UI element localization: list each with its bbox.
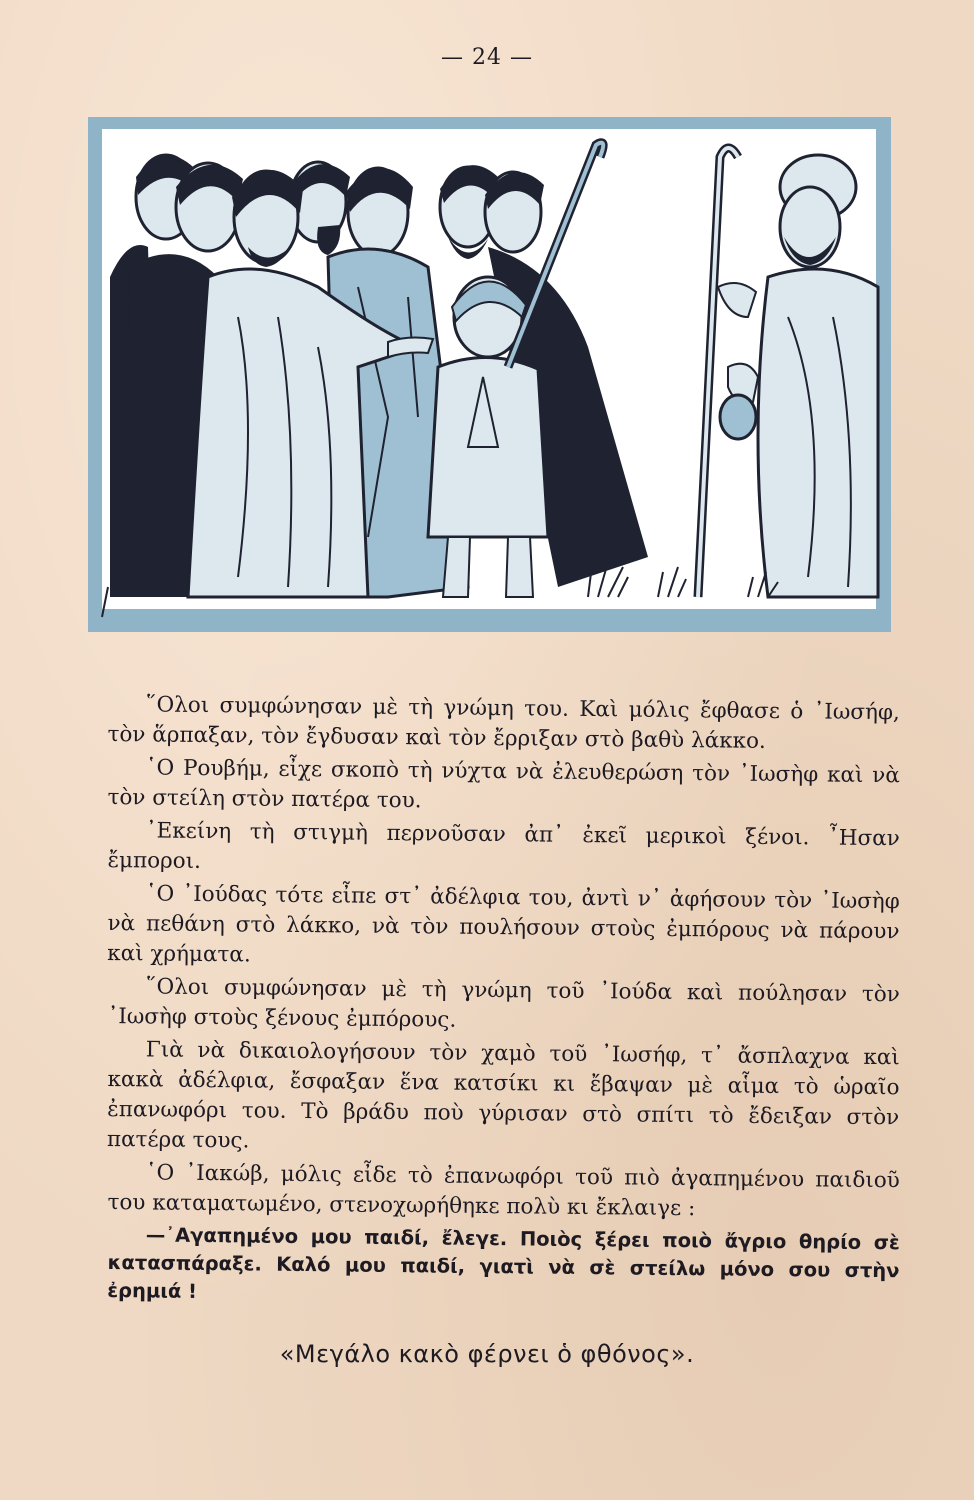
paragraph-2: ῾Ο Ρουβήμ, εἶχε σκοπὸ τὴ νύχτα νὰ ἐλευθερώση τὸν ᾿Ιωσὴφ καὶ νὰ τὸν στείλη στὸν πατέρα του.	[107, 755, 900, 814]
paragraph-5: ῞Ολοι συμφώνησαν μὲ τὴ γνώμη τοῦ ᾿Ιούδα καὶ πούλησαν τὸν ᾿Ιωσὴφ στοὺς ξένους ἐμπόρους.	[107, 974, 900, 1033]
paragraph-1: ῞Ολοι συμφώνησαν μὲ τὴ γνώμη του. Καὶ μόλις ἔφθασε ὁ ᾿Ιωσήφ, τὸν ἅρπαξαν, τὸν ἔγδυσαν καὶ τὸν ἔρριξαν στὸ βαθὺ λάκκο.	[107, 692, 900, 754]
body-text	[108, 690, 900, 1308]
jacob-lament: —᾿Αγαπημένο μου παιδί, ἔλεγε. Ποιὸς ξέρει ποιὸ ἄγριο θηρίο σὲ κατασπάραξε. Καλό μου παιδί, γιατὶ νὰ σὲ στείλω μόνο σου στὴν ἐρημιά !	[107, 1223, 900, 1303]
paragraph-7: ῾Ο ᾿Ιακώβ, μόλις εἶδε τὸ ἐπανωφόρι τοῦ πιὸ ἀγαπημένου παιδιοῦ του καταματωμένο, στενοχωρήθηκε πολὺ κι ἔκλαιγε :	[107, 1160, 900, 1222]
paragraph-6: Γιὰ νὰ δικαιολογήσουν τὸν χαμὸ τοῦ ᾿Ιωσήφ, τ᾿ ἄσπλαχνα καὶ κακὰ ἀδέλφια, ἔσφαξαν ἕνα κατσίκι κι ἔβαψαν μὲ αἷμα τὸ ὡραῖο ἐπανωφόρι του. Τὸ βράδυ ποὺ γύρισαν στὸ σπίτι τὸ ἔδειξαν στὸν πατέρα τους.	[106, 1037, 900, 1154]
paragraph-3: ᾿Εκείνη τὴ στιγμὴ περνοῦσαν ἀπ᾿ ἐκεῖ μερικοὶ ξένοι. ῏Ησαν ἔμποροι.	[107, 818, 900, 874]
paragraph-4: ῾Ο ᾿Ιούδας τότε εἶπε στ᾿ ἀδέλφια του, ἀντὶ ν᾿ ἀφήσουν τὸν ᾿Ιωσὴφ νὰ πεθάνη στὸ λάκκο, νὰ τὸν πουλήσουν στοὺς ἐμπόρους νὰ πάρουν καὶ χρήματα.	[107, 881, 900, 968]
illustration-image	[88, 117, 891, 632]
page-number: — 24 —	[441, 45, 533, 70]
proverb: «Μεγάλο κακὸ φέρνει ὁ φθόνος».	[279, 1340, 695, 1368]
illustration-joseph-sold	[88, 117, 891, 632]
money-pouch	[720, 395, 756, 439]
